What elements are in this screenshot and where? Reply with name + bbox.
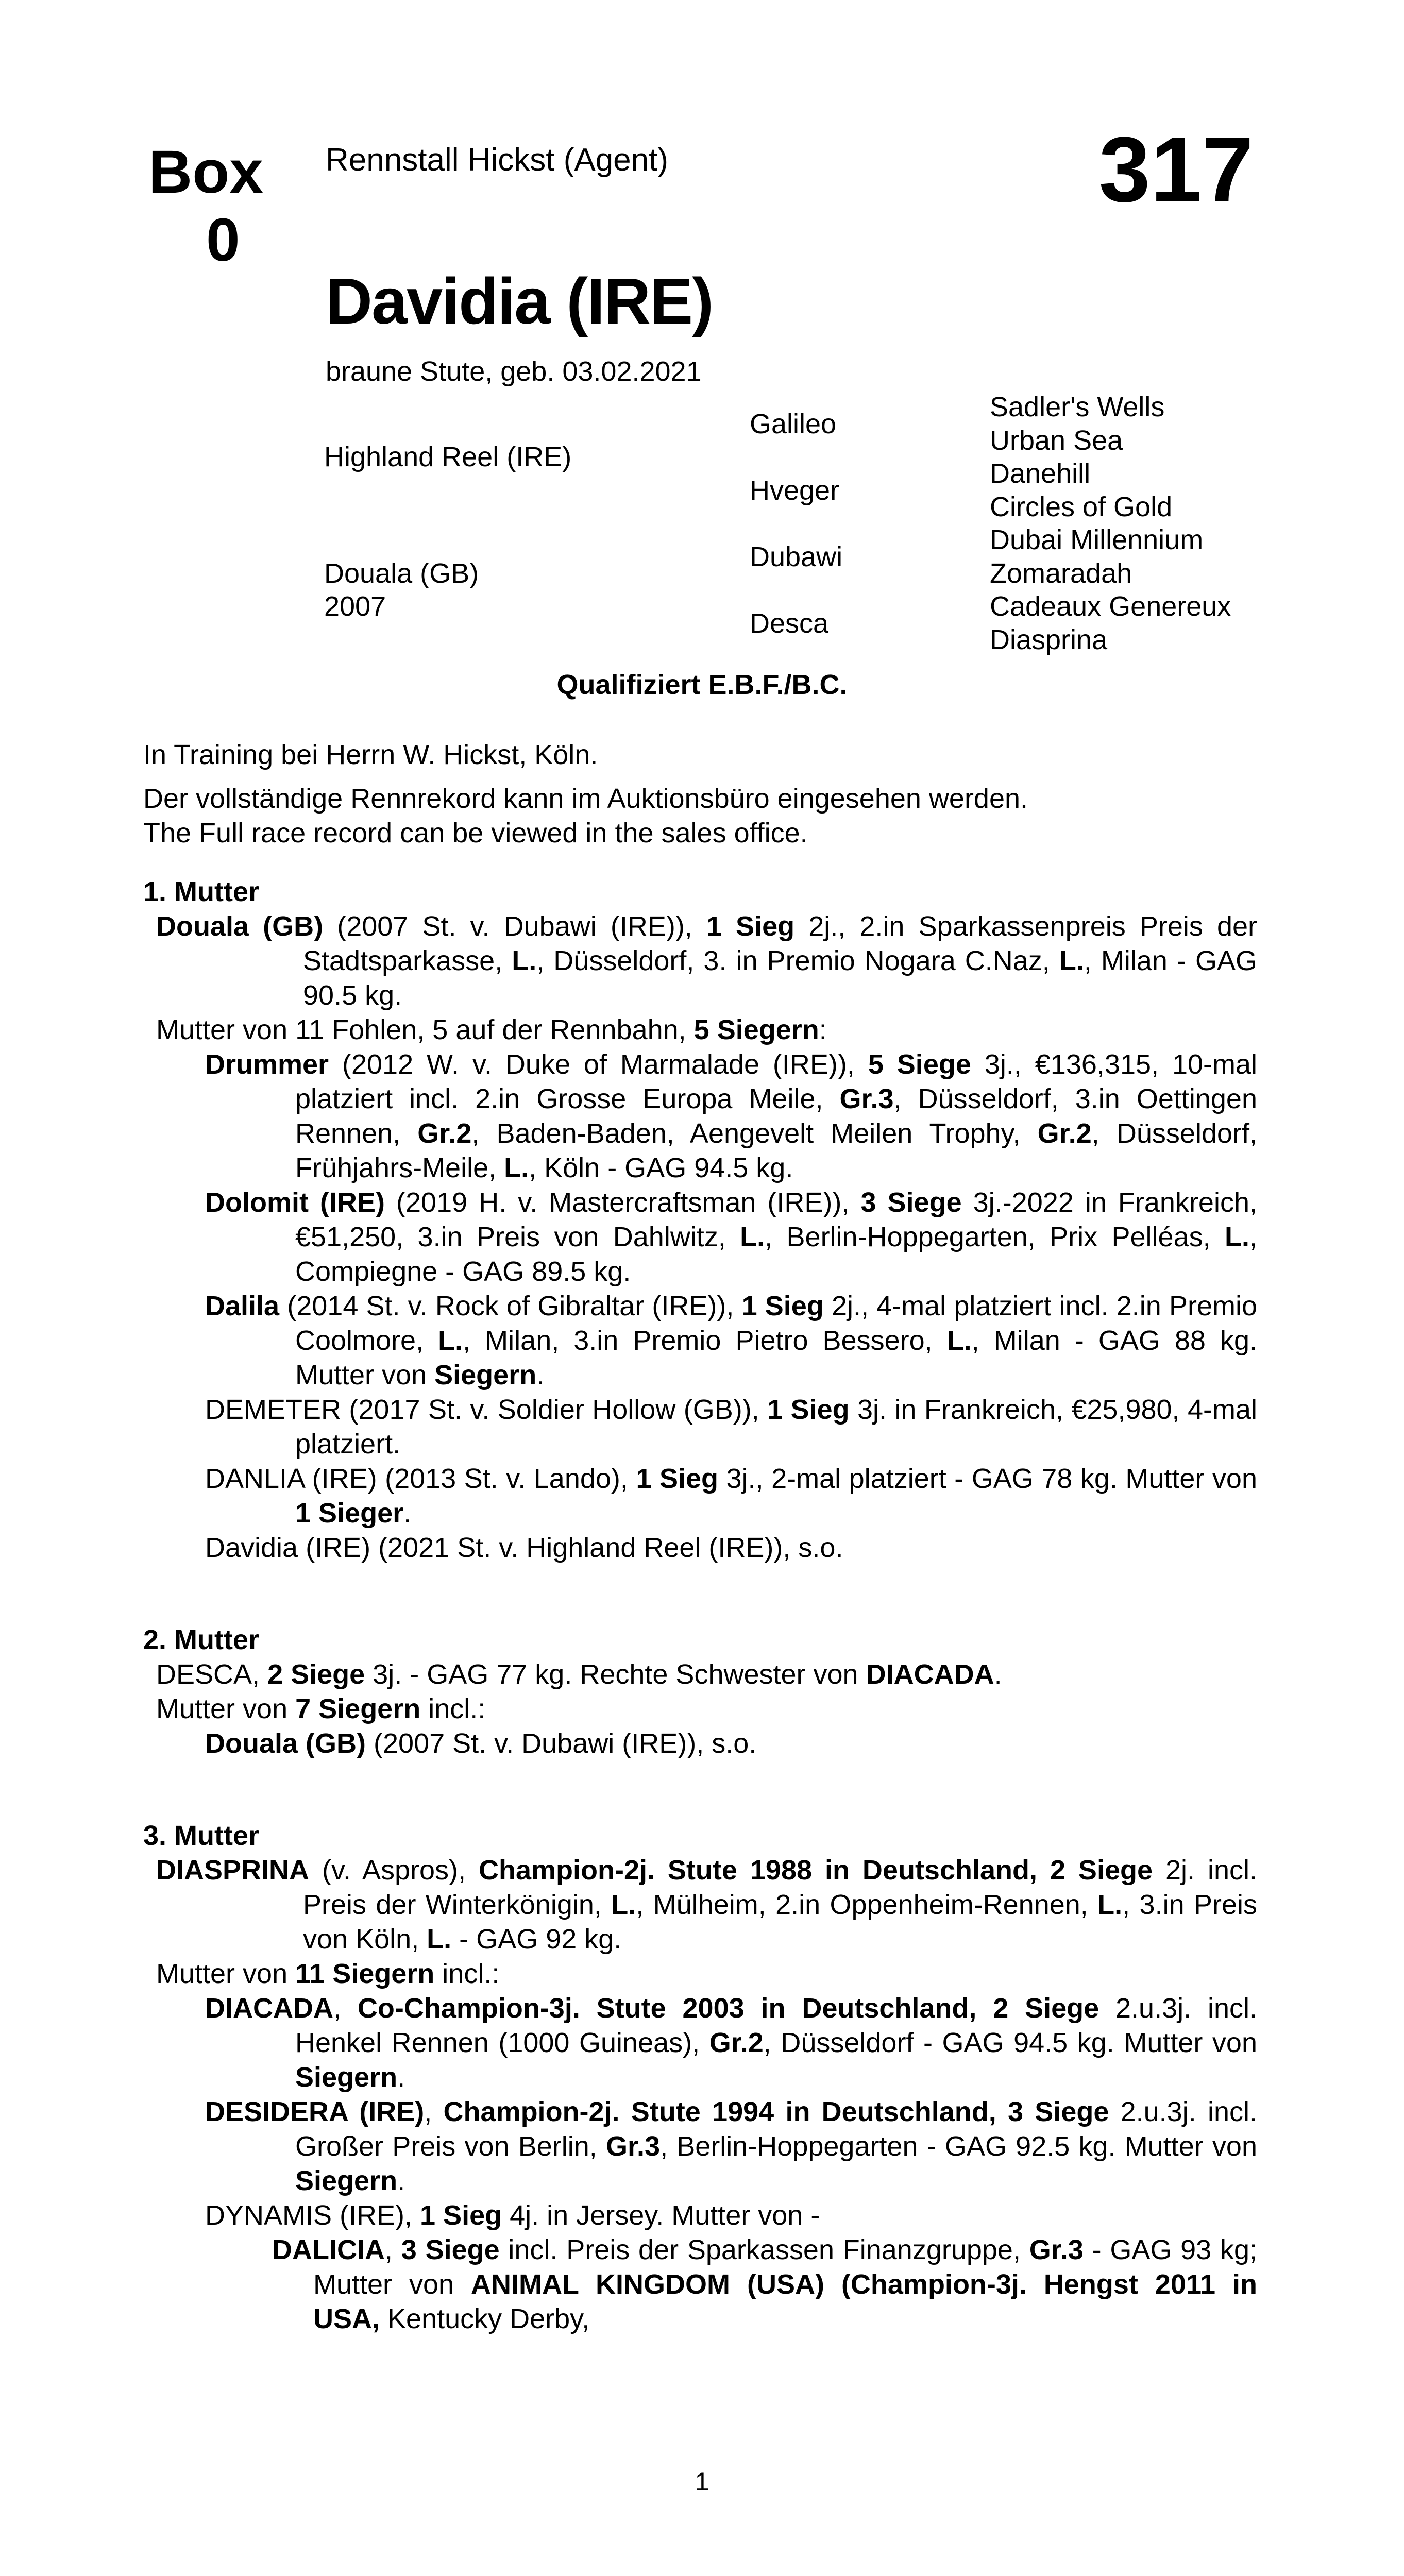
para-davidia: Davidia (IRE) (2021 St. v. Highland Reel (IRE)), s.o.	[205, 1532, 843, 1563]
horse-name: Davidia (IRE)	[326, 265, 713, 337]
para-drummer: Drummer (2012 W. v. Duke of Marmalade (IRE)), 5 Siege 3j., €136,315, 10-mal platziert incl. 2.in Grosse Europa Meile, Gr.3, Düsseldorf, 3.in Oettingen Rennen, Gr.2, Baden-Baden, Aengevelt Meilen Trophy, Gr.2, Düsseldorf, Frühjahrs-Meile, L., Köln - GAG 94.5 kg.	[205, 1049, 1258, 1183]
para-dalicia: DALICIA, 3 Siege incl. Preis der Sparkassen Finanzgruppe, Gr.3 - GAG 93 kg; Mutter von ANIMAL KINGDOM (USA) (Champion-3j. Hengst 2011 in USA, Kentucky Derby,	[272, 2234, 1258, 2334]
pedigree-dam-year: 2007	[324, 591, 386, 622]
consignor-name: Rennstall Hickst (Agent)	[326, 142, 669, 178]
pedigree-gen3-5: Zomaradah	[990, 557, 1132, 589]
para-diacada: DIACADA, Co-Champion-3j. Stute 2003 in Deutschland, 2 Siege 2.u.3j. incl. Henkel Rennen (1000 Guineas), Gr.2, Düsseldorf - GAG 94.5 kg. Mutter von Siegern.	[205, 1993, 1257, 2093]
family-notes	[143, 875, 1257, 2336]
section-heading-3: 3. Mutter	[143, 1820, 260, 1851]
pedigree-dam-name: Douala (GB)	[324, 557, 479, 589]
pedigree-dam	[324, 523, 750, 656]
pedigree-dam-dam: Desca	[750, 607, 829, 639]
pedigree-gen3-0: Sadler's Wells	[990, 392, 1165, 423]
box-number: 0	[206, 206, 240, 275]
para-douala: Douala (GB) (2007 St. v. Dubawi (IRE)), 1 Sieg 2j., 2.in Sparkassenpreis Preis der Stadtsparkasse, L., Düsseldorf, 3. in Premio Nogara C.Naz, L., Milan - GAG 90.5 kg.	[156, 911, 1258, 1011]
section-second-dam	[143, 1623, 1257, 1761]
para-danlia: DANLIA (IRE) (2013 St. v. Lando), 1 Sieg 3j., 2-mal platziert - GAG 78 kg. Mutter von 1 Sieger.	[205, 1463, 1257, 1529]
pedigree-gen3-6: Cadeaux Genereux	[990, 591, 1231, 622]
pedigree-gen3-3: Circles of Gold	[990, 491, 1173, 522]
pedigree-table	[324, 391, 1272, 656]
section-first-dam	[143, 875, 1257, 1565]
pedigree-gen3-2: Danehill	[990, 458, 1091, 489]
pedigree-gen3-4: Dubai Millennium	[990, 524, 1204, 556]
pedigree-sire: Highland Reel (IRE)	[324, 442, 572, 472]
section-heading-1: 1. Mutter	[143, 876, 260, 907]
para-dynamis: DYNAMIS (IRE), 1 Sieg 4j. in Jersey. Mutter von -	[205, 2200, 820, 2231]
pedigree-sire-sire: Galileo	[750, 408, 837, 439]
race-record-note-de: Der vollständige Rennrekord kann im Auktionsbüro eingesehen werden.	[143, 783, 1028, 814]
para-desidera: DESIDERA (IRE), Champion-2j. Stute 1994 in Deutschland, 3 Siege 2.u.3j. incl. Großer Preis von Berlin, Gr.3, Berlin-Hoppegarten - GAG 92.5 kg. Mutter von Siegern.	[205, 2096, 1257, 2196]
line-mutter-von-11-siegern: Mutter von 11 Siegern incl.:	[156, 1958, 500, 1989]
para-desca: DESCA, 2 Siege 3j. - GAG 77 kg. Rechte Schwester von DIACADA.	[156, 1659, 1002, 1690]
section-third-dam	[143, 1819, 1257, 2336]
para-dalila: Dalila (2014 St. v. Rock of Gibraltar (IRE)), 1 Sieg 2j., 4-mal platziert incl. 2.in Premio Coolmore, L., Milan, 3.in Premio Pietro Bessero, L., Milan - GAG 88 kg. Mutter von Siegern.	[205, 1291, 1258, 1391]
notes-block	[143, 738, 1277, 851]
race-record-note-en: The Full race record can be viewed in the sales office.	[143, 818, 808, 849]
para-douala-so: Douala (GB) (2007 St. v. Dubawi (IRE)), s.o.	[205, 1728, 757, 1759]
para-dolomit: Dolomit (IRE) (2019 H. v. Mastercraftsman (IRE)), 3 Siege 3j.-2022 in Frankreich, €51,250, 3.in Preis von Dahlwitz, L., Berlin-Hoppegarten, Prix Pelléas, L., Compiegne - GAG 89.5 kg.	[205, 1187, 1257, 1287]
line-mutter-von-11-fohlen: Mutter von 11 Fohlen, 5 auf der Rennbahn, 5 Siegern:	[156, 1014, 827, 1045]
box-label: Box	[148, 138, 263, 206]
section-heading-2: 2. Mutter	[143, 1624, 260, 1655]
pedigree-sire-dam: Hveger	[750, 474, 840, 506]
para-diasprina: DIASPRINA (v. Aspros), Champion-2j. Stute 1988 in Deutschland, 2 Siege 2j. incl. Preis der Winterkönigin, L., Mülheim, 2.in Oppenheim-Rennen, L., 3.in Preis von Köln, L. - GAG 92 kg.	[156, 1855, 1257, 1955]
pedigree-gen3-7: Diasprina	[990, 624, 1108, 655]
pedigree-gen3-1: Urban Sea	[990, 425, 1123, 456]
qualification-note: Qualifiziert E.B.F./B.C.	[556, 669, 848, 700]
para-demeter: DEMETER (2017 St. v. Soldier Hollow (GB)), 1 Sieg 3j. in Frankreich, €25,980, 4-mal platziert.	[205, 1394, 1257, 1460]
lot-number: 317	[1098, 118, 1254, 222]
line-mutter-von-7-siegern: Mutter von 7 Siegern incl.:	[156, 1693, 486, 1724]
training-note: In Training bei Herrn W. Hickst, Köln.	[143, 739, 598, 770]
page-number: 1	[695, 2467, 709, 2496]
pedigree-dam-sire: Dubawi	[750, 541, 843, 572]
box-group	[148, 138, 263, 274]
horse-details: braune Stute, geb. 03.02.2021	[326, 356, 702, 387]
